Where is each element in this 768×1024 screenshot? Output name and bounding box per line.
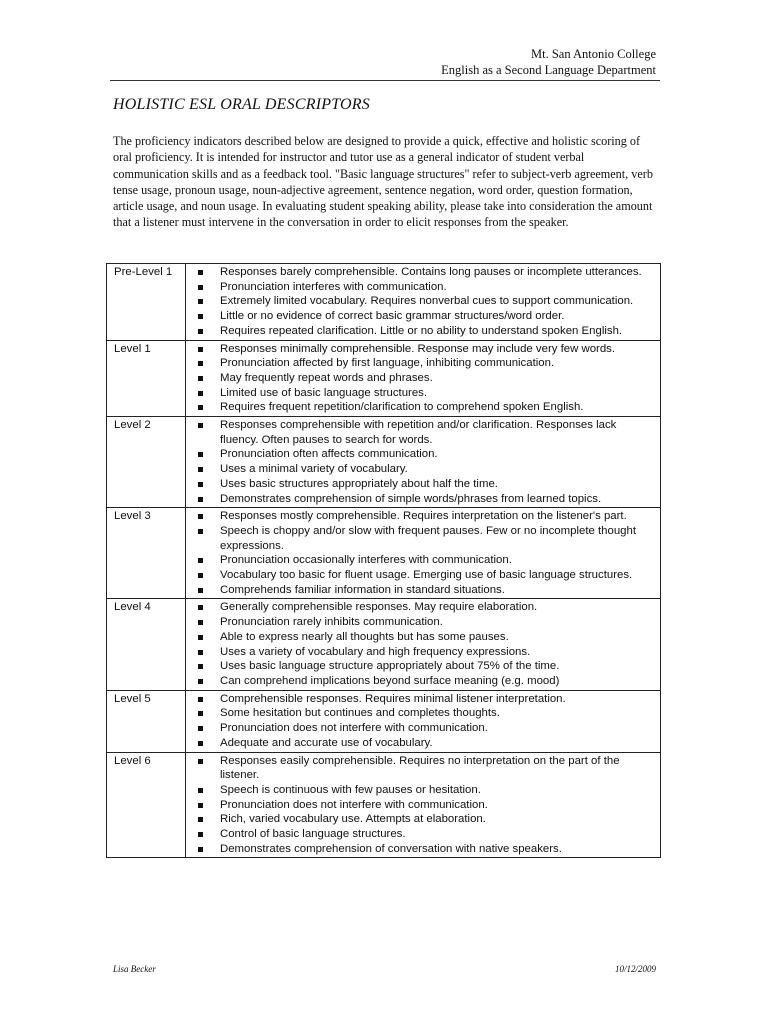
- descriptor-item: Responses comprehensible with repetition and/or clarification. Responses lack fluency. Often pauses to search for words.: [186, 418, 656, 447]
- descriptor-item: Limited use of basic language structures.: [186, 386, 656, 401]
- descriptor-item: Extremely limited vocabulary. Requires nonverbal cues to support communication.: [186, 294, 656, 309]
- descriptor-item: Rich, varied vocabulary use. Attempts at elaboration.: [186, 812, 656, 827]
- level-descriptors: [186, 690, 661, 752]
- descriptor-item: Adequate and accurate use of vocabulary.: [186, 736, 656, 751]
- descriptor-item: Generally comprehensible responses. May require elaboration.: [186, 600, 656, 615]
- level-descriptors: [186, 752, 661, 858]
- level-row: [107, 752, 661, 858]
- level-descriptors: [186, 508, 661, 599]
- level-descriptors: [186, 264, 661, 341]
- descriptor-item: Requires frequent repetition/clarification to comprehend spoken English.: [186, 400, 656, 415]
- descriptor-item: Responses easily comprehensible. Requires no interpretation on the part of the listener.: [186, 754, 656, 783]
- level-label: Level 6: [107, 752, 186, 858]
- footer-date: 10/12/2009: [614, 964, 656, 974]
- descriptor-item: Responses mostly comprehensible. Requires interpretation on the listener's part.: [186, 509, 656, 524]
- descriptor-item: Able to express nearly all thoughts but has some pauses.: [186, 630, 656, 645]
- descriptor-item: Pronunciation interferes with communication.: [186, 280, 656, 295]
- descriptor-item: Responses barely comprehensible. Contains long pauses or incomplete utterances.: [186, 265, 656, 280]
- descriptor-item: Speech is continuous with few pauses or hesitation.: [186, 783, 656, 798]
- descriptor-list: [186, 418, 656, 506]
- descriptor-item: Vocabulary too basic for fluent usage. Emerging use of basic language structures.: [186, 568, 656, 583]
- footer-author: Lisa Becker: [113, 964, 156, 974]
- descriptor-item: Pronunciation does not interfere with communication.: [186, 721, 656, 736]
- level-descriptors: [186, 599, 661, 690]
- level-label: Level 2: [107, 417, 186, 508]
- descriptor-item: Pronunciation does not interfere with communication.: [186, 798, 656, 813]
- descriptor-item: Some hesitation but continues and completes thoughts.: [186, 706, 656, 721]
- level-row: [107, 417, 661, 508]
- descriptor-list: [186, 600, 656, 688]
- level-label: Level 1: [107, 340, 186, 417]
- descriptor-item: Demonstrates comprehension of simple words/phrases from learned topics.: [186, 492, 656, 507]
- level-descriptors: [186, 417, 661, 508]
- level-descriptors: [186, 340, 661, 417]
- descriptor-item: Pronunciation often affects communication.: [186, 447, 656, 462]
- descriptor-item: Comprehends familiar information in standard situations.: [186, 583, 656, 598]
- descriptor-item: Requires repeated clarification. Little or no ability to understand spoken English.: [186, 324, 656, 339]
- descriptor-item: Uses a variety of vocabulary and high frequency expressions.: [186, 645, 656, 660]
- descriptor-item: Uses a minimal variety of vocabulary.: [186, 462, 656, 477]
- level-label: Level 3: [107, 508, 186, 599]
- descriptor-item: Uses basic structures appropriately about half the time.: [186, 477, 656, 492]
- descriptor-item: Pronunciation affected by first language, inhibiting communication.: [186, 356, 656, 371]
- descriptor-item: Pronunciation occasionally interferes with communication.: [186, 553, 656, 568]
- descriptor-item: Speech is choppy and/or slow with frequent pauses. Few or no incomplete thought expressions.: [186, 524, 656, 553]
- level-label: Level 5: [107, 690, 186, 752]
- college-name: Mt. San Antonio College: [531, 47, 656, 61]
- department-name: English as a Second Language Department: [441, 63, 656, 77]
- descriptor-item: Control of basic language structures.: [186, 827, 656, 842]
- descriptor-list: [186, 265, 656, 339]
- descriptor-item: Pronunciation rarely inhibits communication.: [186, 615, 656, 630]
- page-header: [441, 46, 656, 78]
- descriptor-item: Uses basic language structure appropriately about 75% of the time.: [186, 659, 656, 674]
- document-title: HOLISTIC ESL ORAL DESCRIPTORS: [113, 96, 370, 113]
- intro-paragraph: The proficiency indicators described below are designed to provide a quick, effective and holistic scoring of oral proficiency. It is intended for instructor and tutor use as a general indicator of student verbal communication skills and as a feedback tool. "Basic language structures" refer to subject-verb agreement, verb tense usage, pronoun usage, noun-adjective agreement, sentence negation, word order, question formation, article usage, and noun usage. In evaluating student speaking ability, please take into consideration the amount that a listener must intervene in the conversation in order to elicit responses from the speaker.: [113, 134, 653, 230]
- descriptor-item: Comprehensible responses. Requires minimal listener interpretation.: [186, 692, 656, 707]
- descriptor-item: Little or no evidence of correct basic grammar structures/word order.: [186, 309, 656, 324]
- descriptor-list: [186, 754, 656, 857]
- descriptor-list: [186, 509, 656, 597]
- level-row: [107, 264, 661, 341]
- level-row: [107, 690, 661, 752]
- descriptors-table-body: [107, 264, 661, 858]
- level-label: Pre-Level 1: [107, 264, 186, 341]
- descriptor-item: Demonstrates comprehension of conversation with native speakers.: [186, 842, 656, 857]
- descriptor-item: Responses minimally comprehensible. Response may include very few words.: [186, 342, 656, 357]
- descriptors-table: [106, 263, 661, 858]
- level-label: Level 4: [107, 599, 186, 690]
- descriptor-list: [186, 342, 656, 416]
- level-row: [107, 508, 661, 599]
- level-row: [107, 340, 661, 417]
- header-divider: [110, 80, 660, 81]
- descriptor-item: Can comprehend implications beyond surface meaning (e.g. mood): [186, 674, 656, 689]
- level-row: [107, 599, 661, 690]
- descriptor-item: May frequently repeat words and phrases.: [186, 371, 656, 386]
- descriptor-list: [186, 692, 656, 751]
